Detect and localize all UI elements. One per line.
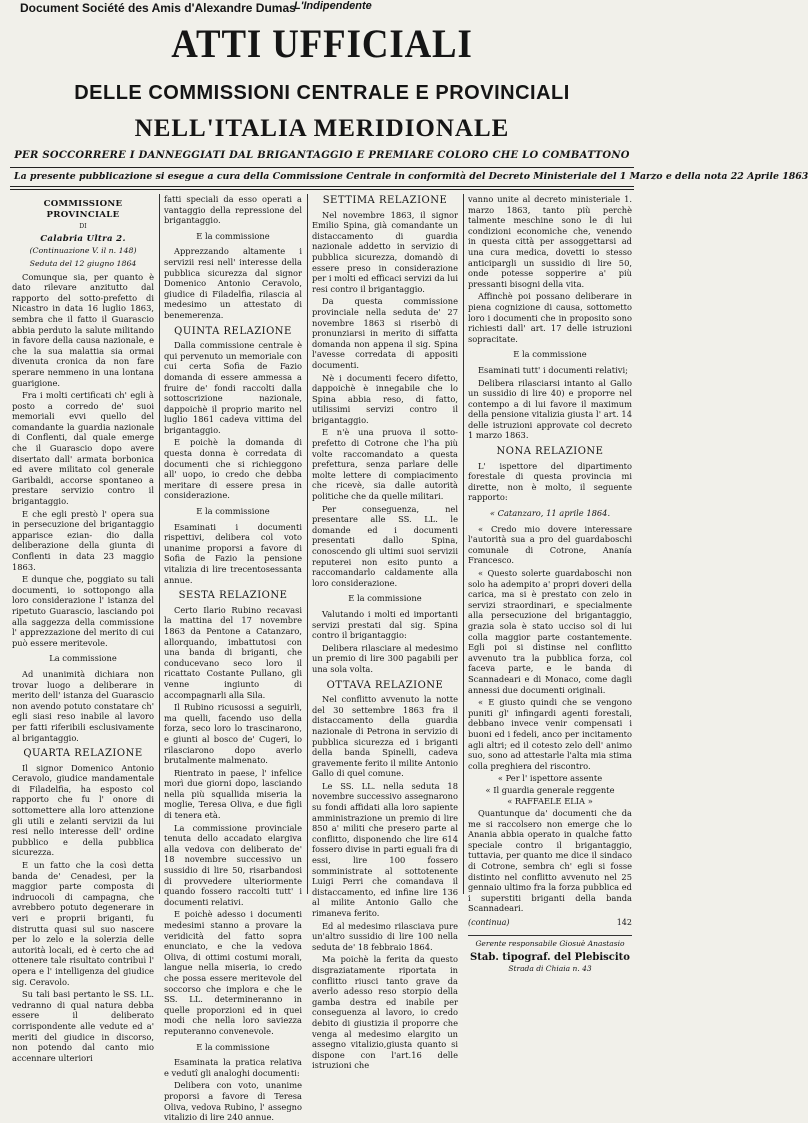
paragraph: Per conseguenza, nel presentare alle SS. LL. le domande ed i documenti presentati dallo Spina, conoscendo gli ultimi suoi servizii reputerei non esito punto a raccomandarlo caldamente alla loro considerazione.	[312, 503, 458, 588]
paragraph: E che egli prestò l' opera sua in persecuzione del brigantaggio apparisce ezian- dio dalla deliberazione della giunta di Conflenti in data 23 maggio 1863.	[12, 508, 154, 572]
letter-closing: « Il guardia generale reggente	[485, 784, 615, 795]
paragraph: Ma poichè la ferita da questo disgraziatamente riportata in conflitto riusci tanto grave da averlo adesso reso storpio della gamba destra ed inabile per conseguenza al lavoro, io credo debito di giustizia il proporre che venga al medesimo elargito un assegno vitalizio,giusta quanto si dispone con l'art.16 delle istruzioni che	[312, 954, 458, 1071]
paragraph: Delibera rilasciarsi intanto al Gallo un sussidio di lire 40) e proporre nel contempo a di lui favore il maximum della pensione vitalizia giusta l' art. 14 delle istruzioni approvate col decreto 1 marzo 1863.	[468, 377, 632, 441]
paragraph: L' ispettore del dipartimento forestale di questa provincia mi dirette, non è molto, il seguente rapporto:	[468, 460, 632, 503]
paragraph: Nel novembre 1863, il signor Emilio Spina, già comandante un distaccamento di guardia nazionale addetto in servizio di pubblica sicurezza, domandò di essere preso in considerazione per i molti ed efficaci servizi da lui resi contro il brigantaggio.	[312, 209, 458, 294]
masthead-rule-top	[10, 167, 634, 168]
letter-signature: « RAFFAELE ELIA »	[507, 796, 593, 807]
printer-address: Strada di Chiaia n. 43	[508, 963, 592, 973]
column-2	[164, 194, 302, 1123]
paragraph: Affinchè poi possano deliberare in piena cognizione di causa, sottometto loro i documenti che in proposito sono richiesti dall' art. 17 delle istruzioni sopracitate.	[468, 291, 632, 344]
paragraph: E dunque che, poggiato su tali documenti, io sottopongo alla loro considerazione l' istanza del ripetuto Guarascio, lasciando poi alla saggezza della commissione l' apprezzazione del merito di cui può essere meritevole.	[12, 574, 154, 648]
newspaper-subtitle: PER SOCCORRERE I DANNEGGIATI DAL BRIGANTAGGIO E PREMIARE COLORO CHE LO COMBATTONO	[14, 150, 630, 161]
letter-date: « Catanzaro, 11 aprile 1864.	[489, 508, 611, 519]
section-title: QUARTA RELAZIONE	[23, 748, 143, 760]
section-title: QUINTA RELAZIONE	[174, 325, 292, 337]
paragraph: Apprezzando altamente i servizii resi nell' interesse della pubblica sicurezza dal signor Domenico Antonio Ceravolo, giudice di Filadelfia, rilascia al medesimo un attestato di benemerenza.	[164, 246, 302, 320]
paragraph: Delibera rilasciare al medesimo un premio di lire 300 pagabili per una sola volta.	[312, 642, 458, 674]
paragraph: fatti speciali da esso operati a vantaggio della repressione del brigantaggio.	[164, 194, 302, 226]
commission-label: E la commissione	[196, 506, 270, 517]
paragraph: Il Rubino ricusossi a seguirli, ma quelli, facendo uso della forza, seco loro lo trascinarono, e giunti al bosco de' Cugeri, lo rilasciarono dopo averlo brutalmente malmenato.	[164, 702, 302, 766]
paragraph: Ad unanimità dichiara non trovar luogo a deliberare in merito dell' istanza del Guarascio non avendo potuto constatare ch' egli siasi reso inabile al lavoro per fatti riferibili esclusivamente al brigantaggio.	[12, 668, 154, 743]
column-divider	[463, 194, 464, 894]
masthead-note	[8, 1, 636, 15]
paragraph: Esaminata la pratica relativa e vedutî gli analoghi documenti:	[164, 1057, 302, 1078]
paragraph: « E giusto quindi che se vengono puniti gl' infingardi agenti forestali, debbano invece venir compensati i buoni ed i fedeli, anco per incitamento agli altri; ed il cotesto zelo dell' animo suo, sono ad attestarle l'alta mia stima colla preghiera del riscontro.	[468, 697, 632, 771]
paragraph: Il signor Domenico Antonio Ceravolo, giudice mandamentale di Filadelfia, ha esposto col rapporto che fu l' onore di sottomettere alla loro attenzione gli utili e zelanti servizii da lui resi nello interesse dell' ordine pubblico e della pubblica sicurezza.	[12, 762, 154, 858]
column-4	[468, 194, 632, 973]
paragraph: E poichè la domanda di questa donna è corredata di documenti che si richieggono all' uopo, io credo che debba meritare di essere presa in considerazione.	[164, 437, 302, 501]
gerente-line: Gerente responsabile Giosuè Anastasio	[468, 935, 632, 950]
newspaper-title-line2: DELLE COMMISSIONI CENTRALE E PROVINCIALI	[74, 82, 570, 104]
paragraph: Dalla commissione centrale è qui pervenuto un memoriale con cui certa Sofia de Fazio domanda di essere ammessa a fruire de' fondi raccolti dalla sottoscrizione nazionale, dappoichè il proprio marito nel luglio 1861 cadeva vittima del brigantaggio.	[164, 340, 302, 435]
watermark-text: Document Société des Amis d'Alexandre Dumas	[20, 1, 296, 15]
publication-note: La presente pubblicazione si esegue a cura della Commissione Centrale in conformità del Decreto Ministeriale del 1 Marzo e della nota 22 Aprile 1863	[14, 171, 808, 182]
paragraph: Su tali basi pertanto le SS. LL. vedranno di qual natura debba essere il deliberato corrispondente alle vedute ed a' meriti del giudice in discorso, non potendo dal canto mio accennare ulteriori	[12, 989, 154, 1063]
paragraph: Nel conflitto avvenuto la notte del 30 settembre 1863 fra il distaccamento della guardia nazionale di Petrona in servizio di pubblica sicurezza ed i briganti della banda Spinelli, cadeva gravemente ferito il milite Antonio Gallo di quel comune.	[312, 694, 458, 779]
commission-label: E la commissione	[196, 230, 270, 241]
paragraph: Ed al medesimo rilasciava pure un'altro sussidio di lire 100 nella seduta de' 18 febbraio 1864.	[312, 920, 458, 952]
continuation-row	[468, 918, 632, 929]
commission-label: E la commissione	[513, 349, 587, 360]
commission-label: E la commissione	[348, 593, 422, 604]
session-date: Seduta del 12 giugno 1864	[29, 258, 137, 268]
column-divider	[159, 194, 160, 894]
paragraph: Quantunque da' documenti che da me si raccolsero non emerge che lo Anania abbia operato in qualche fatto speciale contro il brigantaggio, tuttavia, per quanto me dice il sindaco di Cotrone, sembra ch' egli si fosse distinto nel conflitto avvenuto nel 25 gennaio ultimo fra la forza pubblica ed i superstiti briganti della banda Scannadeari.	[468, 808, 632, 914]
masthead-rule-bottom-thin	[10, 189, 634, 190]
paragraph: Da questa commissione provinciale nella seduta de' 27 novembre 1863 si riserbò di pronunziarsi in merito di siffatta domanda non appena il sig. Spina l'avesse corredata di appositi documenti.	[312, 296, 458, 370]
paragraph: La commissione provinciale tenuta dello accadato elargiva alla vedova con deliberato de' 18 novembre successivo un sussidio di lire 50, risarbandosi di provvedere ulteriormente quando fossero raccolti tutt' i documenti relativi.	[164, 822, 302, 907]
paragraph: Esaminati tutt' i documenti relativi;	[478, 364, 628, 375]
section-title: NONA RELAZIONE	[496, 446, 604, 458]
section-title: OTTAVA RELAZIONE	[326, 679, 444, 691]
section-title: SETTIMA RELAZIONE	[322, 195, 448, 206]
paragraph: Esaminati i documenti rispettivi, delibera col voto unanime proporsi a favore di Sofia de Fazio la pensione vitalizia di lire trecentosessanta annue.	[164, 521, 302, 585]
commission-label: E la commissione	[196, 1041, 270, 1052]
paragraph: vanno unite al decreto ministeriale 1. marzo 1863, tanto più perchè talmente meschine sono le di lui condizioni economiche che, venendo in questa città per assoggettarsi ad una cura medica, dovetti io stesso anticipargli un sussidio di lire 50, onde potesse sopperire a' più pressanti bisogni della vita.	[468, 194, 632, 289]
issue-number: 142	[616, 918, 632, 927]
province-name: Calabria Ultra 2.	[40, 233, 126, 244]
commission-label: La commissione	[49, 653, 117, 664]
printer-name: Stab. tipograf. del Plebiscito	[470, 952, 630, 964]
paragraph: E n'è una pruova il sotto-prefetto di Cotrone che l'ha più volte raccomandato a questa prefettura, senza parlare delle molte lettere di compiacimento che ricevè, sia dalle autorità politiche che da quelle militari.	[312, 427, 458, 502]
newspaper-title-line3: NELL'ITALIA MERIDIONALE	[134, 115, 510, 142]
column-3	[312, 194, 458, 1071]
paragraph: Nè i documenti fecero difetto, dappoichè è innegabile che lo Spina abbia reso, di fatto, utilissimi servizi contro il brigantaggio.	[312, 372, 458, 425]
section-heading: COMMISSIONE PROVINCIALE	[43, 199, 123, 220]
newspaper-title: ATTI UFFICIALI	[171, 21, 473, 66]
paragraph: Fra i molti certificati ch' egli à posto a corredo de' suoi memoriali evvi quello del comandante la guardia nazionale di Conflenti, dal quale emerge che il Guarascio dopo avere disertato dall' armata borbonica ed avere militato col generale Garibaldi, accorse spontaneo a prestare servizio contro il brigantaggio.	[12, 390, 154, 507]
column-1	[12, 194, 154, 1063]
paragraph: Certo Ilario Rubino recavasi la mattina del 17 novembre 1863 da Pentone a Catanzaro, allorquando, imbattutosi con una banda di briganti, che conducevano seco loro il ricattato Costante Pullano, gli venne ingiunto di accompagnarli alla Sila.	[164, 604, 302, 700]
continua-label: (continua)	[468, 918, 510, 927]
supplement-label: L'Indipendente	[294, 0, 372, 12]
column-divider	[307, 194, 308, 894]
paragraph: « Questo solerte guardaboschi non solo ha adempito a' propri doveri della carica, ma si è prestato con zelo in servizi straordinari, e specialmente alla persecuzione del brigantaggio, grazia sola è stato ucciso sol di lui colla maggior parte costantemente. Egli poi si distinse nel conflitto avvenuto tra la pubblica forza, col faceva parte, e le banda di Scannadeari e di Monaco, come dagli annessi due documenti originali.	[468, 568, 632, 695]
letter-closing: « Per l' ispettore assente	[497, 773, 603, 784]
paragraph: « Credo mio dovere interessare l'autorità sua a pro del guardaboschi comunale di Cotrone, Ananía Francesco.	[468, 523, 632, 566]
paragraph: E poichè adesso i documenti medesimi stanno a provare la veridicità del fatto sopra enunciato, e che la vedova Oliva, di ottimi costumi morali, langue nella miseria, io credo che possa essere meritevole del soccorso che implora e che le SS. LL. determineranno in quelle proporzioni ed in quei modi che nella loro saviezza reputeranno convenevole.	[164, 909, 302, 1036]
paragraph: Le SS. LL. nella seduta 18 novembre successivo assegnarono su fondi affidati alla loro sapiente amministrazione un premio di lire 850 a' militi che presero parte al conflitto, disponendo che lire 614 fossero divise in parti eguali fra di essi, lire 100 fossero somministrate al sottotenente Luigi Perri che comandava il distaccamento, ed infine lire 136 al milite Antonio Gallo che rimaneva ferito.	[312, 780, 458, 918]
masthead-rule-bottom	[10, 186, 634, 187]
paragraph: Rientrato in paese, l' infelice morì due giorni dopo, lasciando nella più squallida miseria la moglie, Teresa Oliva, e due figli di tenera età.	[164, 767, 302, 821]
section-title: SESTA RELAZIONE	[178, 590, 288, 602]
heading-connector: DI	[79, 223, 87, 231]
paragraph: Delibera con voto, unanime proporsi a favore di Teresa Oliva, vedova Rubino, l' assegno vitalizio di lire 240 annue.	[164, 1080, 302, 1123]
paragraph: Comunque sia, per quanto è dato rilevare anzitutto dal rapporto del sotto-prefetto di Nicastro in data 16 luglio 1863, sembra che il fatto il Guarascio abbia perduto la salute militando in favore della causa nazionale, e che la sua malattia sia ormai divenuta cronica da non fare sperare nemmeno in una lontana guarigione.	[12, 271, 154, 388]
continuation-note: (Continuazione V. il n. 148)	[29, 246, 137, 256]
paragraph: E un fatto che la così detta banda de' Cenadesi, per la maggior parte composta di indruocoli di campagna, che avrebbero potuto degenerare in veri e proprii briganti, fu distrutta quasi sul suo nascere per lo zelo e la solerzia delle autorità locali, ed è certo che ad ottenere tale risultato contribuì l' opera e l' intelligenza del giudice sig. Ceravolo.	[12, 860, 154, 987]
paragraph: Valutando i molti ed importanti servizi prestati dal sig. Spina contro il brigantaggio:	[312, 608, 458, 641]
